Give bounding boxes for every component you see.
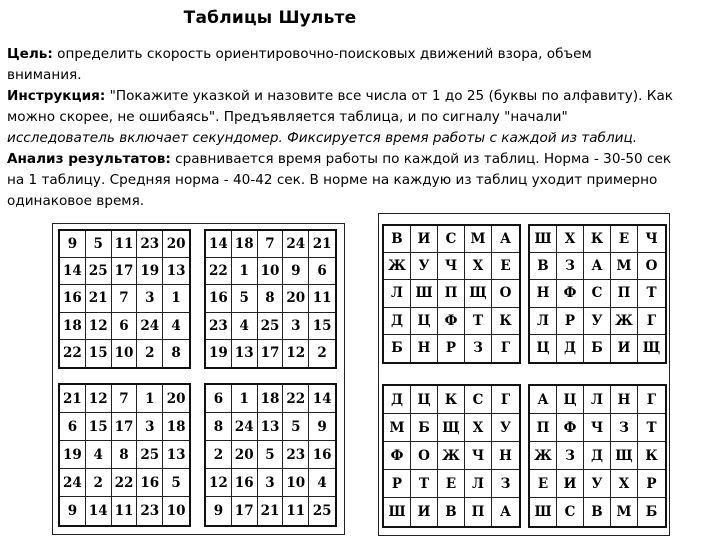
- table-cell: 6: [309, 258, 335, 285]
- table-cell: 21: [309, 231, 335, 258]
- table-cell: Л: [584, 386, 611, 414]
- table-cell: У: [411, 253, 438, 280]
- table-cell: 17: [112, 258, 138, 285]
- analysis-line-3: одинаковое время.: [7, 193, 145, 209]
- table-cell: Г: [638, 386, 665, 414]
- table-cell: И: [411, 498, 438, 526]
- table-cell: А: [492, 226, 519, 253]
- page-title: Таблицы Шульте: [183, 8, 357, 28]
- table-cell: Ч: [465, 442, 492, 470]
- table-cell: М: [611, 498, 638, 526]
- table-cell: 2: [137, 340, 163, 367]
- table-cell: П: [438, 280, 465, 307]
- table-cell: 9: [309, 413, 335, 441]
- table-cell: Г: [500, 340, 511, 357]
- analysis-label: Анализ результатов:: [7, 151, 171, 167]
- table-cell: 25: [258, 313, 284, 340]
- table-cell: М: [465, 226, 492, 253]
- number-tables-panel: [52, 223, 345, 535]
- table-cell: 14: [309, 385, 335, 413]
- table-cell: Щ: [642, 340, 661, 357]
- table-cell: Р: [438, 335, 465, 362]
- table-cell: Ц: [557, 386, 584, 414]
- table-cell: Х: [465, 414, 492, 442]
- table-cell: 2: [317, 345, 327, 362]
- table-cell: С: [584, 280, 611, 307]
- table-cell: Х: [611, 470, 638, 498]
- table-cell: Ж: [530, 442, 557, 470]
- letter-table-4: [528, 384, 667, 528]
- table-cell: 19: [206, 340, 232, 367]
- table-cell: П: [611, 280, 638, 307]
- table-cell: К: [438, 386, 465, 414]
- table-cell: Е: [438, 470, 465, 498]
- analysis-line-1: Анализ результатов: сравнивается время работы по каждой из таблиц. Норма - 30-50 сек: [7, 151, 672, 167]
- table-cell: 22: [206, 258, 232, 285]
- table-cell: О: [411, 442, 438, 470]
- table-cell: З: [557, 442, 584, 470]
- table-cell: Л: [530, 308, 557, 335]
- table-cell: 15: [86, 340, 112, 367]
- table-cell: 15: [86, 413, 112, 441]
- table-cell: 20: [163, 385, 189, 413]
- table-cell: З: [557, 253, 584, 280]
- table-cell: Б: [584, 335, 611, 362]
- instruction-line-3: исследователь включает секундомер. Фиксируется время работы с каждой из таблиц.: [7, 130, 638, 146]
- table-cell: С: [465, 386, 492, 414]
- table-cell: 13: [163, 441, 189, 469]
- table-cell: С: [557, 498, 584, 526]
- table-cell: К: [638, 442, 665, 470]
- table-cell: Ф: [438, 308, 465, 335]
- table-cell: 14: [86, 497, 112, 525]
- table-cell: И: [411, 226, 438, 253]
- table-cell: 11: [112, 497, 138, 525]
- table-cell: 5: [86, 231, 112, 258]
- table-cell: Д: [384, 386, 411, 414]
- table-cell: В: [584, 498, 611, 526]
- table-cell: Ф: [557, 414, 584, 442]
- table-cell: 24: [232, 413, 258, 441]
- table-cell: Ш: [530, 226, 557, 253]
- table-cell: Ц: [411, 386, 438, 414]
- table-cell: 9: [206, 497, 232, 525]
- table-cell: Н: [411, 335, 438, 362]
- table-cell: Б: [645, 504, 658, 520]
- table-cell: Ч: [638, 226, 665, 253]
- table-cell: Д: [384, 308, 411, 335]
- number-table-2: [204, 229, 337, 369]
- number-table-3: [58, 383, 191, 527]
- table-cell: И: [557, 470, 584, 498]
- number-table-4: [204, 383, 337, 527]
- table-cell: 22: [112, 469, 138, 497]
- table-cell: В: [438, 498, 465, 526]
- table-cell: Ч: [438, 253, 465, 280]
- table-cell: 3: [283, 313, 309, 340]
- table-cell: 10: [166, 503, 186, 519]
- table-cell: 12: [283, 340, 309, 367]
- table-cell: 12: [206, 469, 232, 497]
- table-cell: 11: [112, 231, 138, 258]
- table-cell: 1: [163, 285, 189, 312]
- table-cell: 11: [283, 497, 309, 525]
- letter-table-2: [528, 224, 667, 364]
- table-cell: 14: [206, 231, 232, 258]
- table-cell: Н: [492, 442, 519, 470]
- table-cell: Ф: [557, 280, 584, 307]
- table-cell: 10: [283, 469, 309, 497]
- table-cell: 8: [112, 441, 138, 469]
- table-cell: 11: [309, 285, 335, 312]
- table-cell: Щ: [438, 414, 465, 442]
- table-cell: 8: [171, 345, 181, 362]
- table-cell: 24: [60, 469, 86, 497]
- table-cell: Н: [611, 386, 638, 414]
- table-cell: П: [465, 498, 492, 526]
- table-cell: Т: [465, 308, 492, 335]
- table-cell: Д: [557, 335, 584, 362]
- table-cell: Д: [584, 442, 611, 470]
- table-cell: 9: [60, 231, 86, 258]
- table-cell: Ж: [384, 253, 411, 280]
- table-cell: К: [584, 226, 611, 253]
- table-cell: 9: [283, 258, 309, 285]
- table-cell: У: [584, 470, 611, 498]
- table-cell: 1: [232, 385, 258, 413]
- table-cell: 18: [232, 231, 258, 258]
- table-cell: 16: [309, 441, 335, 469]
- table-cell: Ц: [530, 335, 557, 362]
- table-cell: 4: [232, 313, 258, 340]
- table-cell: 2: [206, 441, 232, 469]
- table-cell: 17: [232, 497, 258, 525]
- table-cell: 12: [86, 385, 112, 413]
- table-cell: Ш: [384, 498, 411, 526]
- table-cell: Г: [492, 386, 519, 414]
- table-cell: Е: [492, 253, 519, 280]
- table-cell: Ж: [611, 308, 638, 335]
- table-cell: О: [492, 280, 519, 307]
- table-cell: Щ: [611, 442, 638, 470]
- letter-tables-panel: [378, 213, 670, 536]
- table-cell: А: [584, 253, 611, 280]
- table-cell: Р: [384, 470, 411, 498]
- table-cell: 16: [60, 285, 86, 312]
- table-cell: 4: [86, 441, 112, 469]
- table-cell: Ш: [411, 280, 438, 307]
- table-cell: Е: [530, 470, 557, 498]
- table-cell: 5: [283, 413, 309, 441]
- table-cell: 25: [312, 503, 332, 519]
- table-cell: 24: [283, 231, 309, 258]
- table-cell: 23: [137, 231, 163, 258]
- table-cell: 13: [232, 340, 258, 367]
- table-cell: 7: [258, 231, 284, 258]
- table-cell: У: [584, 308, 611, 335]
- table-cell: Ц: [411, 308, 438, 335]
- table-cell: З: [492, 470, 519, 498]
- table-cell: Т: [638, 414, 665, 442]
- table-cell: 19: [60, 441, 86, 469]
- table-cell: З: [465, 335, 492, 362]
- table-cell: Т: [638, 280, 665, 307]
- table-cell: Ч: [584, 414, 611, 442]
- table-cell: Т: [411, 470, 438, 498]
- table-cell: 15: [309, 313, 335, 340]
- table-cell: В: [384, 226, 411, 253]
- table-cell: Е: [611, 226, 638, 253]
- table-cell: 3: [137, 413, 163, 441]
- table-cell: 3: [137, 285, 163, 312]
- table-cell: 16: [206, 285, 232, 312]
- goal-label: Цель:: [7, 46, 53, 62]
- table-cell: 21: [60, 385, 86, 413]
- table-cell: 3: [258, 469, 284, 497]
- table-cell: 23: [283, 441, 309, 469]
- table-cell: Х: [465, 253, 492, 280]
- table-cell: Б: [384, 335, 411, 362]
- table-cell: 13: [258, 413, 284, 441]
- table-cell: 18: [163, 413, 189, 441]
- table-cell: 1: [137, 385, 163, 413]
- table-cell: Л: [384, 280, 411, 307]
- table-cell: 21: [258, 497, 284, 525]
- table-cell: Р: [557, 308, 584, 335]
- goal-line-2: внимания.: [7, 67, 82, 83]
- table-cell: 8: [206, 413, 232, 441]
- table-cell: 10: [112, 340, 138, 367]
- table-cell: 4: [309, 469, 335, 497]
- table-cell: 14: [60, 258, 86, 285]
- table-cell: М: [384, 414, 411, 442]
- table-cell: Х: [557, 226, 584, 253]
- table-cell: 13: [163, 258, 189, 285]
- goal-line-1: Цель: определить скорость ориентировочно-поисковых движений взора, объем: [7, 46, 592, 62]
- number-table-1: [58, 229, 191, 369]
- table-cell: 22: [60, 340, 86, 367]
- table-cell: 25: [137, 441, 163, 469]
- table-cell: 4: [163, 313, 189, 340]
- table-cell: 24: [137, 313, 163, 340]
- letter-table-3: [382, 384, 521, 528]
- table-cell: Н: [530, 280, 557, 307]
- table-cell: 5: [258, 441, 284, 469]
- table-cell: 23: [206, 313, 232, 340]
- table-cell: 18: [258, 385, 284, 413]
- table-cell: З: [611, 414, 638, 442]
- table-cell: Ш: [530, 498, 557, 526]
- table-cell: 7: [112, 285, 138, 312]
- table-cell: 6: [112, 313, 138, 340]
- table-cell: М: [611, 253, 638, 280]
- table-cell: У: [492, 414, 519, 442]
- table-cell: 5: [232, 285, 258, 312]
- instruction-line-1: Инструкция: "Покажите указкой и назовите все числа от 1 до 25 (буквы по алфавиту). Как: [7, 88, 673, 104]
- table-cell: 25: [86, 258, 112, 285]
- table-cell: П: [530, 414, 557, 442]
- table-cell: 9: [60, 497, 86, 525]
- analysis-line-2: на 1 таблицу. Средняя норма - 40-42 сек. В норме на каждую из таблиц уходит примерно: [7, 172, 658, 188]
- table-cell: 16: [232, 469, 258, 497]
- table-cell: А: [500, 504, 511, 520]
- table-cell: 8: [258, 285, 284, 312]
- table-cell: 10: [258, 258, 284, 285]
- table-cell: И: [611, 335, 638, 362]
- table-cell: 20: [232, 441, 258, 469]
- table-cell: 21: [86, 285, 112, 312]
- table-cell: 17: [258, 340, 284, 367]
- instruction-label: Инструкция:: [7, 88, 106, 104]
- table-cell: 6: [60, 413, 86, 441]
- table-cell: 20: [163, 231, 189, 258]
- table-cell: Б: [411, 414, 438, 442]
- table-cell: К: [492, 308, 519, 335]
- table-cell: Г: [638, 308, 665, 335]
- table-cell: 20: [283, 285, 309, 312]
- table-cell: А: [530, 386, 557, 414]
- letter-table-1: [382, 224, 521, 364]
- table-cell: 23: [137, 497, 163, 525]
- table-cell: 19: [137, 258, 163, 285]
- table-cell: Щ: [465, 280, 492, 307]
- table-cell: Р: [638, 470, 665, 498]
- table-cell: С: [438, 226, 465, 253]
- table-cell: 1: [232, 258, 258, 285]
- table-cell: 16: [137, 469, 163, 497]
- table-cell: Ж: [438, 442, 465, 470]
- description-text: [7, 44, 717, 212]
- table-cell: 5: [163, 469, 189, 497]
- table-cell: 22: [283, 385, 309, 413]
- instruction-line-2: можно скорее, не ошибаясь". Предъявляется таблица, и по сигналу "начали": [7, 109, 568, 125]
- table-cell: Л: [465, 470, 492, 498]
- table-cell: 6: [206, 385, 232, 413]
- table-cell: 12: [86, 313, 112, 340]
- table-cell: 2: [86, 469, 112, 497]
- table-cell: 18: [60, 313, 86, 340]
- table-cell: Ф: [384, 442, 411, 470]
- table-cell: О: [638, 253, 665, 280]
- table-cell: 7: [112, 385, 138, 413]
- table-cell: 17: [112, 413, 138, 441]
- table-cell: В: [530, 253, 557, 280]
